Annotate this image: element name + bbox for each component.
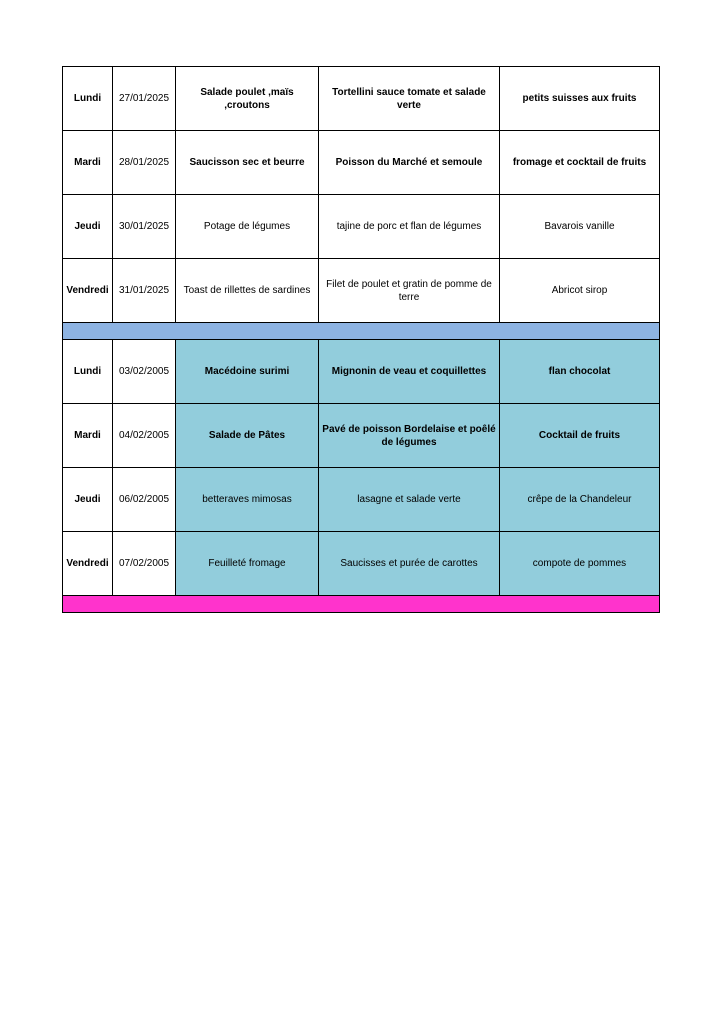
day-cell: Jeudi bbox=[63, 195, 113, 259]
date-cell: 04/02/2005 bbox=[113, 404, 176, 468]
dessert-cell: compote de pommes bbox=[500, 532, 660, 596]
date-cell: 30/01/2025 bbox=[113, 195, 176, 259]
menu-row bbox=[63, 131, 660, 195]
dessert-cell: crêpe de la Chandeleur bbox=[500, 468, 660, 532]
starter-cell: Feuilleté fromage bbox=[176, 532, 319, 596]
main-course-cell: Filet de poulet et gratin de pomme de terre bbox=[319, 259, 500, 323]
day-cell: Vendredi bbox=[63, 532, 113, 596]
separator-bar-blue bbox=[63, 323, 660, 340]
starter-cell: Saucisson sec et beurre bbox=[176, 131, 319, 195]
menu-table bbox=[62, 66, 660, 613]
day-cell: Lundi bbox=[63, 67, 113, 131]
dessert-cell: flan chocolat bbox=[500, 340, 660, 404]
day-cell: Jeudi bbox=[63, 468, 113, 532]
week-separator bbox=[63, 596, 660, 613]
date-cell: 31/01/2025 bbox=[113, 259, 176, 323]
starter-cell: Macédoine surimi bbox=[176, 340, 319, 404]
separator-bar-pink bbox=[63, 596, 660, 613]
dessert-cell: Cocktail de fruits bbox=[500, 404, 660, 468]
starter-cell: Toast de rillettes de sardines bbox=[176, 259, 319, 323]
menu-row bbox=[63, 67, 660, 131]
menu-row bbox=[63, 404, 660, 468]
week-separator bbox=[63, 323, 660, 340]
dessert-cell: fromage et cocktail de fruits bbox=[500, 131, 660, 195]
date-cell: 06/02/2005 bbox=[113, 468, 176, 532]
date-cell: 28/01/2025 bbox=[113, 131, 176, 195]
dessert-cell: petits suisses aux fruits bbox=[500, 67, 660, 131]
main-course-cell: Tortellini sauce tomate et salade verte bbox=[319, 67, 500, 131]
main-course-cell: tajine de porc et flan de légumes bbox=[319, 195, 500, 259]
main-course-cell: Saucisses et purée de carottes bbox=[319, 532, 500, 596]
starter-cell: Potage de légumes bbox=[176, 195, 319, 259]
day-cell: Lundi bbox=[63, 340, 113, 404]
menu-row bbox=[63, 532, 660, 596]
starter-cell: Salade de Pâtes bbox=[176, 404, 319, 468]
main-course-cell: Poisson du Marché et semoule bbox=[319, 131, 500, 195]
date-cell: 03/02/2005 bbox=[113, 340, 176, 404]
date-cell: 07/02/2005 bbox=[113, 532, 176, 596]
main-course-cell: lasagne et salade verte bbox=[319, 468, 500, 532]
menu-row bbox=[63, 340, 660, 404]
menu-row bbox=[63, 259, 660, 323]
day-cell: Mardi bbox=[63, 404, 113, 468]
day-cell: Vendredi bbox=[63, 259, 113, 323]
main-course-cell: Pavé de poisson Bordelaise et poêlé de légumes bbox=[319, 404, 500, 468]
starter-cell: betteraves mimosas bbox=[176, 468, 319, 532]
menu-row bbox=[63, 195, 660, 259]
dessert-cell: Abricot sirop bbox=[500, 259, 660, 323]
day-cell: Mardi bbox=[63, 131, 113, 195]
menu-row bbox=[63, 468, 660, 532]
starter-cell: Salade poulet ,maïs ,croutons bbox=[176, 67, 319, 131]
main-course-cell: Mignonin de veau et coquillettes bbox=[319, 340, 500, 404]
dessert-cell: Bavarois vanille bbox=[500, 195, 660, 259]
date-cell: 27/01/2025 bbox=[113, 67, 176, 131]
